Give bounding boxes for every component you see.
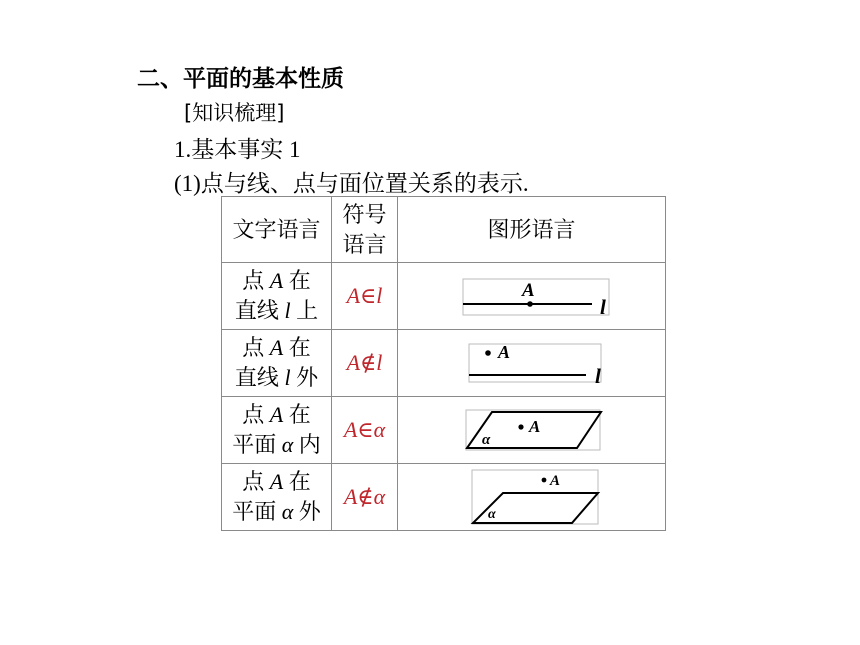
fig-point-label: A (528, 417, 540, 436)
text-cell: 点 A 在 直线 l 上 (222, 263, 332, 330)
text-cell: 点 A 在 平面 α 外 (222, 464, 332, 531)
subheading: [知识梳理] (184, 101, 285, 125)
fig-plane-label: α (487, 507, 496, 522)
fig-plane-label: α (481, 432, 490, 448)
fig-point-label: A (521, 280, 535, 301)
figure-cell (398, 464, 666, 531)
table-row (222, 263, 666, 330)
header-symbol-language: 符号 语言 (332, 197, 398, 263)
header-figure-language: 图形语言 (398, 197, 666, 263)
symbol-cell: A∈l (332, 263, 398, 330)
text-cell: 点 A 在 平面 α 内 (222, 397, 332, 464)
fig-point-label: A (549, 473, 560, 489)
point-in-plane-figure (452, 407, 612, 453)
point-on-line-figure (452, 273, 612, 319)
fig-point-label: A (497, 342, 510, 362)
header-text-language: 文字语言 (222, 197, 332, 263)
table-row (222, 397, 666, 464)
symbol-cell: A∈α (332, 397, 398, 464)
table-row (222, 330, 666, 397)
section-heading: 二、平面的基本性质 (137, 66, 344, 92)
text-cell: 点 A 在 直线 l 外 (222, 330, 332, 397)
fact-description: (1)点与线、点与面位置关系的表示. (174, 171, 529, 196)
fig-line-label: l (599, 295, 606, 319)
table-header-row (222, 197, 666, 263)
fact-title: 1.基本事实 1 (174, 137, 301, 162)
point-off-line-figure (452, 340, 612, 386)
figure-cell (398, 330, 666, 397)
table-row (222, 464, 666, 531)
symbol-cell: A∉α (332, 464, 398, 531)
figure-cell (398, 397, 666, 464)
figure-cell (398, 263, 666, 330)
point-outside-plane-figure (452, 467, 612, 527)
fig-line-label: l (594, 364, 601, 386)
relation-table (221, 196, 666, 531)
symbol-cell: A∉l (332, 330, 398, 397)
